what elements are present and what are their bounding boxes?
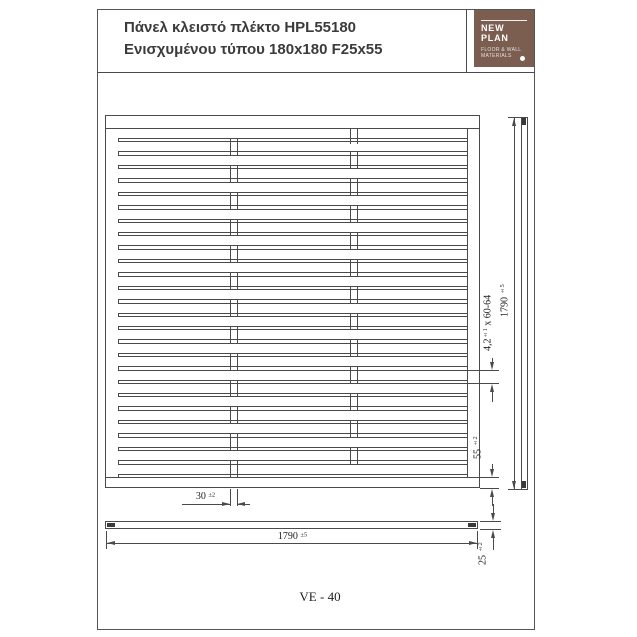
batten-connector — [350, 340, 358, 356]
panel-slat — [118, 370, 467, 381]
logo-word-new: NEW — [481, 23, 505, 33]
batten-connector — [230, 246, 238, 262]
dim-line — [492, 497, 493, 506]
dim-arrow-down — [512, 481, 516, 489]
batten-connector — [230, 193, 238, 209]
dim-ext-line — [230, 489, 231, 506]
slat-end-cap — [107, 523, 115, 527]
dim-value: 30 — [195, 491, 206, 502]
dim-label-slat-thickness — [477, 536, 489, 572]
panel-slat — [118, 356, 467, 367]
brand-logo — [474, 10, 534, 67]
dim-arrow-up — [512, 118, 516, 126]
batten-connector — [230, 434, 238, 450]
dim-arrow-down — [490, 469, 494, 477]
batten-connector — [350, 128, 358, 144]
panel-slat — [118, 168, 467, 179]
dim-tolerance: ±5 — [300, 531, 308, 539]
dim-line — [493, 538, 494, 550]
dim-value: 1790 — [499, 297, 511, 318]
dim-tolerance: ±2 — [208, 491, 216, 499]
dim-suffix: x 60-64 — [482, 294, 494, 326]
dim-ext-line — [460, 477, 499, 478]
dim-ext-line — [508, 489, 528, 490]
title-line1: Πάνελ κλειστό πλέκτο HPL55180 — [124, 19, 357, 36]
panel-slat — [118, 289, 467, 300]
panel-slat — [118, 128, 467, 139]
logo-wordmark — [481, 23, 509, 43]
dim-arrow-up — [490, 489, 494, 497]
dim-tolerance: ±2 — [472, 436, 479, 447]
dim-value: 55 — [472, 449, 484, 460]
panel-slat — [118, 343, 467, 354]
title-line2: Ενισχυμένου τύπου 180x180 F25x55 — [124, 41, 383, 58]
batten-connector — [350, 421, 358, 437]
dim-label-bottom-rail — [472, 432, 484, 464]
dim-arrow-down — [491, 513, 495, 521]
drawing-code: VE - 40 — [299, 589, 341, 604]
batten-connector — [230, 381, 238, 397]
panel-slat — [118, 410, 467, 421]
panel-slat — [118, 423, 467, 434]
logo-tagline — [481, 47, 521, 59]
title-block-separator — [97, 72, 535, 73]
dim-arrow-up — [491, 530, 495, 538]
panel-side-view-bar — [521, 117, 528, 490]
batten-connector — [230, 354, 238, 370]
right-stile-line — [467, 128, 468, 477]
panel-slat — [118, 276, 467, 287]
dim-value: 1790 — [277, 531, 298, 542]
batten-connector — [350, 233, 358, 249]
dim-tolerance: ±5 — [499, 284, 506, 295]
batten-connector — [350, 260, 358, 276]
panel-slat — [118, 235, 467, 246]
batten-connector — [350, 367, 358, 383]
slat-end-cap — [468, 523, 476, 527]
panel-slat — [118, 450, 467, 461]
side-bar-end-cap — [522, 118, 526, 125]
dim-line — [492, 392, 493, 402]
dim-arrow-left — [107, 541, 115, 545]
batten-connector — [230, 219, 238, 235]
batten-connector — [230, 139, 238, 155]
batten-connector — [350, 179, 358, 195]
panel-slat — [118, 195, 467, 206]
batten-connector — [350, 313, 358, 329]
dim-label-panel-height — [499, 276, 511, 326]
slat-top-view-bar — [105, 521, 478, 529]
dim-line — [107, 543, 477, 544]
panel-slat — [118, 262, 467, 273]
dim-arrow-up — [490, 384, 494, 392]
batten-connector — [350, 394, 358, 410]
panel-slat — [118, 316, 467, 327]
dim-line — [514, 118, 515, 489]
logo-word-plan: PLAN — [481, 33, 509, 43]
batten-connector — [350, 448, 358, 464]
logo-tagline-line2: MATERIALS — [481, 53, 512, 59]
batten-connector — [350, 287, 358, 303]
dim-tolerance: ±1 — [482, 328, 489, 339]
panel-slat — [118, 303, 467, 314]
dim-ext-line — [450, 370, 499, 371]
dim-label-slat-pitch — [482, 286, 494, 360]
dim-arrow-right — [469, 541, 477, 545]
panel-slat — [118, 155, 467, 166]
batten-connector — [230, 407, 238, 423]
bottom-rail-line — [106, 477, 479, 478]
batten-connector — [230, 461, 238, 477]
panel-slat — [118, 437, 467, 448]
logo-tagline-line1: FLOOR & WALL — [481, 47, 522, 53]
panel-slat — [118, 396, 467, 407]
batten-connector — [230, 166, 238, 182]
batten-connector — [230, 300, 238, 316]
dim-label-panel-width — [255, 531, 330, 542]
batten-connector — [230, 273, 238, 289]
logo-dot-icon — [520, 56, 525, 61]
panel-slat — [118, 209, 467, 220]
dim-ext-line — [480, 521, 501, 522]
dim-label-batten-width — [182, 491, 229, 502]
dim-value: 4,2 — [482, 338, 494, 352]
panel-slat — [118, 383, 467, 394]
batten-connector — [350, 206, 358, 222]
dim-tolerance: ±2 — [477, 542, 484, 553]
sheet-title — [124, 17, 382, 61]
panel-slat — [118, 141, 467, 152]
panel-slat — [118, 249, 467, 260]
dim-arrow-right — [222, 502, 230, 506]
panel-slat — [118, 222, 467, 233]
panel-slat — [118, 329, 467, 340]
logo-rule — [481, 20, 527, 21]
side-bar-end-cap — [522, 481, 526, 488]
panel-slat — [118, 464, 467, 475]
dim-arrow-down — [490, 362, 494, 370]
panel-slat — [118, 182, 467, 193]
batten-connector — [230, 327, 238, 343]
dim-arrow-left — [237, 502, 245, 506]
batten-connector — [350, 152, 358, 168]
dim-value: 25 — [477, 555, 489, 566]
title-logo-separator — [466, 9, 467, 72]
